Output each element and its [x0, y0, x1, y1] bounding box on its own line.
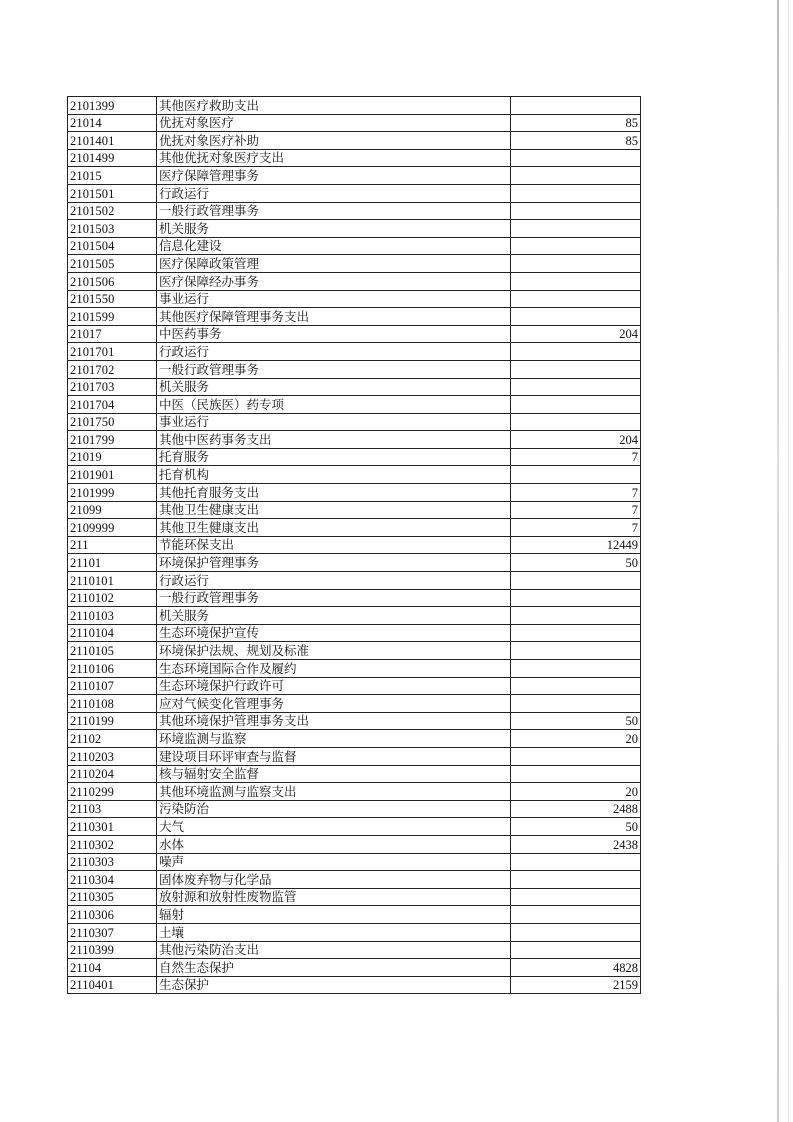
amount-cell — [511, 765, 641, 783]
subject-name-cell: 噪声 — [157, 853, 511, 871]
table-row — [68, 747, 641, 765]
subject-name-cell: 土壤 — [157, 923, 511, 941]
amount-cell — [511, 360, 641, 378]
subject-name-cell: 其他优抚对象医疗支出 — [157, 149, 511, 167]
subject-name-cell: 一般行政管理事务 — [157, 589, 511, 607]
subject-code-cell: 2101503 — [68, 220, 157, 238]
table-row — [68, 572, 641, 590]
table-row — [68, 466, 641, 484]
table-row — [68, 290, 641, 308]
subject-code-cell: 2101703 — [68, 378, 157, 396]
subject-name-cell: 医疗保障管理事务 — [157, 167, 511, 185]
subject-code-cell: 2110203 — [68, 747, 157, 765]
amount-cell — [511, 237, 641, 255]
subject-name-cell: 其他环境监测与监察支出 — [157, 783, 511, 801]
subject-code-cell: 2101499 — [68, 149, 157, 167]
amount-cell — [511, 308, 641, 326]
amount-cell: 7 — [511, 448, 641, 466]
subject-name-cell: 大气 — [157, 818, 511, 836]
table-row — [68, 906, 641, 924]
subject-code-cell: 2110102 — [68, 589, 157, 607]
subject-code-cell: 2101550 — [68, 290, 157, 308]
subject-code-cell: 2101704 — [68, 396, 157, 414]
subject-name-cell: 信息化建设 — [157, 237, 511, 255]
subject-name-cell: 水体 — [157, 835, 511, 853]
table-row — [68, 114, 641, 132]
table-row — [68, 959, 641, 977]
subject-name-cell: 医疗保障政策管理 — [157, 255, 511, 273]
subject-code-cell: 21104 — [68, 959, 157, 977]
table-row — [68, 888, 641, 906]
subject-code-cell: 2110199 — [68, 712, 157, 730]
subject-name-cell: 放射源和放射性废物监管 — [157, 888, 511, 906]
subject-name-cell: 一般行政管理事务 — [157, 360, 511, 378]
amount-cell — [511, 202, 641, 220]
subject-name-cell: 生态保护 — [157, 976, 511, 994]
table-row — [68, 501, 641, 519]
table-row — [68, 536, 641, 554]
amount-cell — [511, 184, 641, 202]
amount-cell — [511, 396, 641, 414]
table-row — [68, 132, 641, 150]
subject-code-cell: 2110303 — [68, 853, 157, 871]
table-row — [68, 871, 641, 889]
amount-cell: 20 — [511, 783, 641, 801]
subject-name-cell: 一般行政管理事务 — [157, 202, 511, 220]
subject-code-cell: 2101502 — [68, 202, 157, 220]
table-row — [68, 149, 641, 167]
table-row — [68, 255, 641, 273]
table-row — [68, 818, 641, 836]
subject-code-cell: 2110302 — [68, 835, 157, 853]
subject-code-cell: 2110305 — [68, 888, 157, 906]
amount-cell — [511, 255, 641, 273]
amount-cell — [511, 871, 641, 889]
table-row — [68, 325, 641, 343]
subject-name-cell: 其他医疗救助支出 — [157, 97, 511, 115]
subject-name-cell: 行政运行 — [157, 184, 511, 202]
table-row — [68, 308, 641, 326]
subject-code-cell: 2101599 — [68, 308, 157, 326]
subject-code-cell: 2110105 — [68, 642, 157, 660]
table-row — [68, 519, 641, 537]
subject-code-cell: 2101401 — [68, 132, 157, 150]
subject-code-cell: 2101999 — [68, 484, 157, 502]
subject-code-cell: 2110101 — [68, 572, 157, 590]
subject-code-cell: 2109999 — [68, 519, 157, 537]
amount-cell — [511, 888, 641, 906]
subject-name-cell: 医疗保障经办事务 — [157, 272, 511, 290]
subject-name-cell: 事业运行 — [157, 413, 511, 431]
table-row — [68, 97, 641, 115]
amount-cell: 85 — [511, 132, 641, 150]
subject-code-cell: 2101799 — [68, 431, 157, 449]
scan-edge-line — [788, 0, 789, 1122]
amount-cell — [511, 97, 641, 115]
table-row — [68, 237, 641, 255]
table-row — [68, 695, 641, 713]
amount-cell — [511, 642, 641, 660]
table-row — [68, 360, 641, 378]
amount-cell — [511, 378, 641, 396]
table-row — [68, 184, 641, 202]
amount-cell: 7 — [511, 501, 641, 519]
subject-name-cell: 环境监测与监察 — [157, 730, 511, 748]
amount-cell: 204 — [511, 431, 641, 449]
subject-name-cell: 其他中医药事务支出 — [157, 431, 511, 449]
subject-name-cell: 建设项目环评审查与监督 — [157, 747, 511, 765]
table-row — [68, 712, 641, 730]
subject-code-cell: 2110401 — [68, 976, 157, 994]
amount-cell: 50 — [511, 554, 641, 572]
table-row — [68, 923, 641, 941]
amount-cell — [511, 413, 641, 431]
amount-cell: 12449 — [511, 536, 641, 554]
subject-name-cell: 固体废弃物与化学品 — [157, 871, 511, 889]
subject-name-cell: 行政运行 — [157, 343, 511, 361]
subject-name-cell: 中医药事务 — [157, 325, 511, 343]
table-row — [68, 607, 641, 625]
subject-code-cell: 2101701 — [68, 343, 157, 361]
amount-cell: 204 — [511, 325, 641, 343]
amount-cell — [511, 941, 641, 959]
amount-cell — [511, 607, 641, 625]
amount-cell — [511, 677, 641, 695]
subject-name-cell: 机关服务 — [157, 378, 511, 396]
amount-cell: 85 — [511, 114, 641, 132]
subject-name-cell: 行政运行 — [157, 572, 511, 590]
amount-cell: 2159 — [511, 976, 641, 994]
subject-code-cell: 2101501 — [68, 184, 157, 202]
subject-name-cell: 中医（民族医）药专项 — [157, 396, 511, 414]
subject-code-cell: 211 — [68, 536, 157, 554]
amount-cell: 20 — [511, 730, 641, 748]
amount-cell: 50 — [511, 818, 641, 836]
amount-cell — [511, 853, 641, 871]
subject-name-cell: 机关服务 — [157, 607, 511, 625]
table-row — [68, 730, 641, 748]
subject-name-cell: 应对气候变化管理事务 — [157, 695, 511, 713]
table-row — [68, 431, 641, 449]
table-row — [68, 378, 641, 396]
subject-name-cell: 优抚对象医疗 — [157, 114, 511, 132]
amount-cell — [511, 343, 641, 361]
amount-cell — [511, 290, 641, 308]
amount-cell — [511, 220, 641, 238]
subject-code-cell: 2110104 — [68, 624, 157, 642]
subject-name-cell: 节能环保支出 — [157, 536, 511, 554]
subject-code-cell: 21014 — [68, 114, 157, 132]
table-row — [68, 800, 641, 818]
table-row — [68, 448, 641, 466]
table-row — [68, 660, 641, 678]
table-row — [68, 624, 641, 642]
subject-name-cell: 其他卫生健康支出 — [157, 519, 511, 537]
subject-code-cell: 21015 — [68, 167, 157, 185]
subject-code-cell: 2110108 — [68, 695, 157, 713]
table-row — [68, 976, 641, 994]
subject-code-cell: 2101702 — [68, 360, 157, 378]
subject-name-cell: 生态环境保护行政许可 — [157, 677, 511, 695]
subject-name-cell: 核与辐射安全监督 — [157, 765, 511, 783]
subject-code-cell: 2110103 — [68, 607, 157, 625]
subject-code-cell: 2101506 — [68, 272, 157, 290]
subject-name-cell: 生态环境国际合作及履约 — [157, 660, 511, 678]
subject-code-cell: 2101399 — [68, 97, 157, 115]
amount-cell — [511, 589, 641, 607]
subject-code-cell: 2101504 — [68, 237, 157, 255]
amount-cell — [511, 624, 641, 642]
subject-code-cell: 2101750 — [68, 413, 157, 431]
subject-code-cell: 2110107 — [68, 677, 157, 695]
budget-table-body — [68, 97, 641, 994]
budget-table — [67, 96, 641, 994]
subject-code-cell: 21102 — [68, 730, 157, 748]
subject-name-cell: 优抚对象医疗补助 — [157, 132, 511, 150]
table-row — [68, 202, 641, 220]
table-row — [68, 167, 641, 185]
subject-code-cell: 2110306 — [68, 906, 157, 924]
subject-code-cell: 21017 — [68, 325, 157, 343]
table-row — [68, 589, 641, 607]
table-row — [68, 853, 641, 871]
subject-code-cell: 2110106 — [68, 660, 157, 678]
subject-name-cell: 托育机构 — [157, 466, 511, 484]
scan-edge-shadow — [777, 0, 779, 1122]
amount-cell — [511, 167, 641, 185]
subject-name-cell: 其他托育服务支出 — [157, 484, 511, 502]
subject-name-cell: 事业运行 — [157, 290, 511, 308]
table-row — [68, 941, 641, 959]
table-row — [68, 396, 641, 414]
subject-name-cell: 污染防治 — [157, 800, 511, 818]
subject-code-cell: 2101505 — [68, 255, 157, 273]
table-row — [68, 835, 641, 853]
amount-cell: 7 — [511, 484, 641, 502]
subject-name-cell: 环境保护管理事务 — [157, 554, 511, 572]
table-row — [68, 343, 641, 361]
amount-cell — [511, 747, 641, 765]
subject-code-cell: 2110307 — [68, 923, 157, 941]
table-row — [68, 272, 641, 290]
subject-name-cell: 其他卫生健康支出 — [157, 501, 511, 519]
amount-cell: 2488 — [511, 800, 641, 818]
table-row — [68, 554, 641, 572]
subject-code-cell: 21101 — [68, 554, 157, 572]
amount-cell — [511, 660, 641, 678]
amount-cell — [511, 272, 641, 290]
amount-cell: 4828 — [511, 959, 641, 977]
amount-cell: 2438 — [511, 835, 641, 853]
subject-name-cell: 生态环境保护宣传 — [157, 624, 511, 642]
subject-code-cell: 21099 — [68, 501, 157, 519]
subject-name-cell: 托育服务 — [157, 448, 511, 466]
subject-code-cell: 2101901 — [68, 466, 157, 484]
amount-cell — [511, 923, 641, 941]
table-row — [68, 413, 641, 431]
subject-name-cell: 环境保护法规、规划及标准 — [157, 642, 511, 660]
subject-code-cell: 2110301 — [68, 818, 157, 836]
table-row — [68, 783, 641, 801]
subject-code-cell: 21103 — [68, 800, 157, 818]
amount-cell — [511, 906, 641, 924]
subject-code-cell: 2110399 — [68, 941, 157, 959]
subject-name-cell: 辐射 — [157, 906, 511, 924]
table-row — [68, 765, 641, 783]
subject-name-cell: 其他污染防治支出 — [157, 941, 511, 959]
subject-name-cell: 其他环境保护管理事务支出 — [157, 712, 511, 730]
table-row — [68, 677, 641, 695]
amount-cell — [511, 149, 641, 167]
amount-cell: 50 — [511, 712, 641, 730]
table-row — [68, 484, 641, 502]
subject-code-cell: 21019 — [68, 448, 157, 466]
subject-code-cell: 2110204 — [68, 765, 157, 783]
subject-name-cell: 自然生态保护 — [157, 959, 511, 977]
amount-cell — [511, 466, 641, 484]
subject-name-cell: 其他医疗保障管理事务支出 — [157, 308, 511, 326]
subject-code-cell: 2110299 — [68, 783, 157, 801]
table-row — [68, 220, 641, 238]
table-row — [68, 642, 641, 660]
amount-cell: 7 — [511, 519, 641, 537]
amount-cell — [511, 572, 641, 590]
subject-name-cell: 机关服务 — [157, 220, 511, 238]
subject-code-cell: 2110304 — [68, 871, 157, 889]
amount-cell — [511, 695, 641, 713]
